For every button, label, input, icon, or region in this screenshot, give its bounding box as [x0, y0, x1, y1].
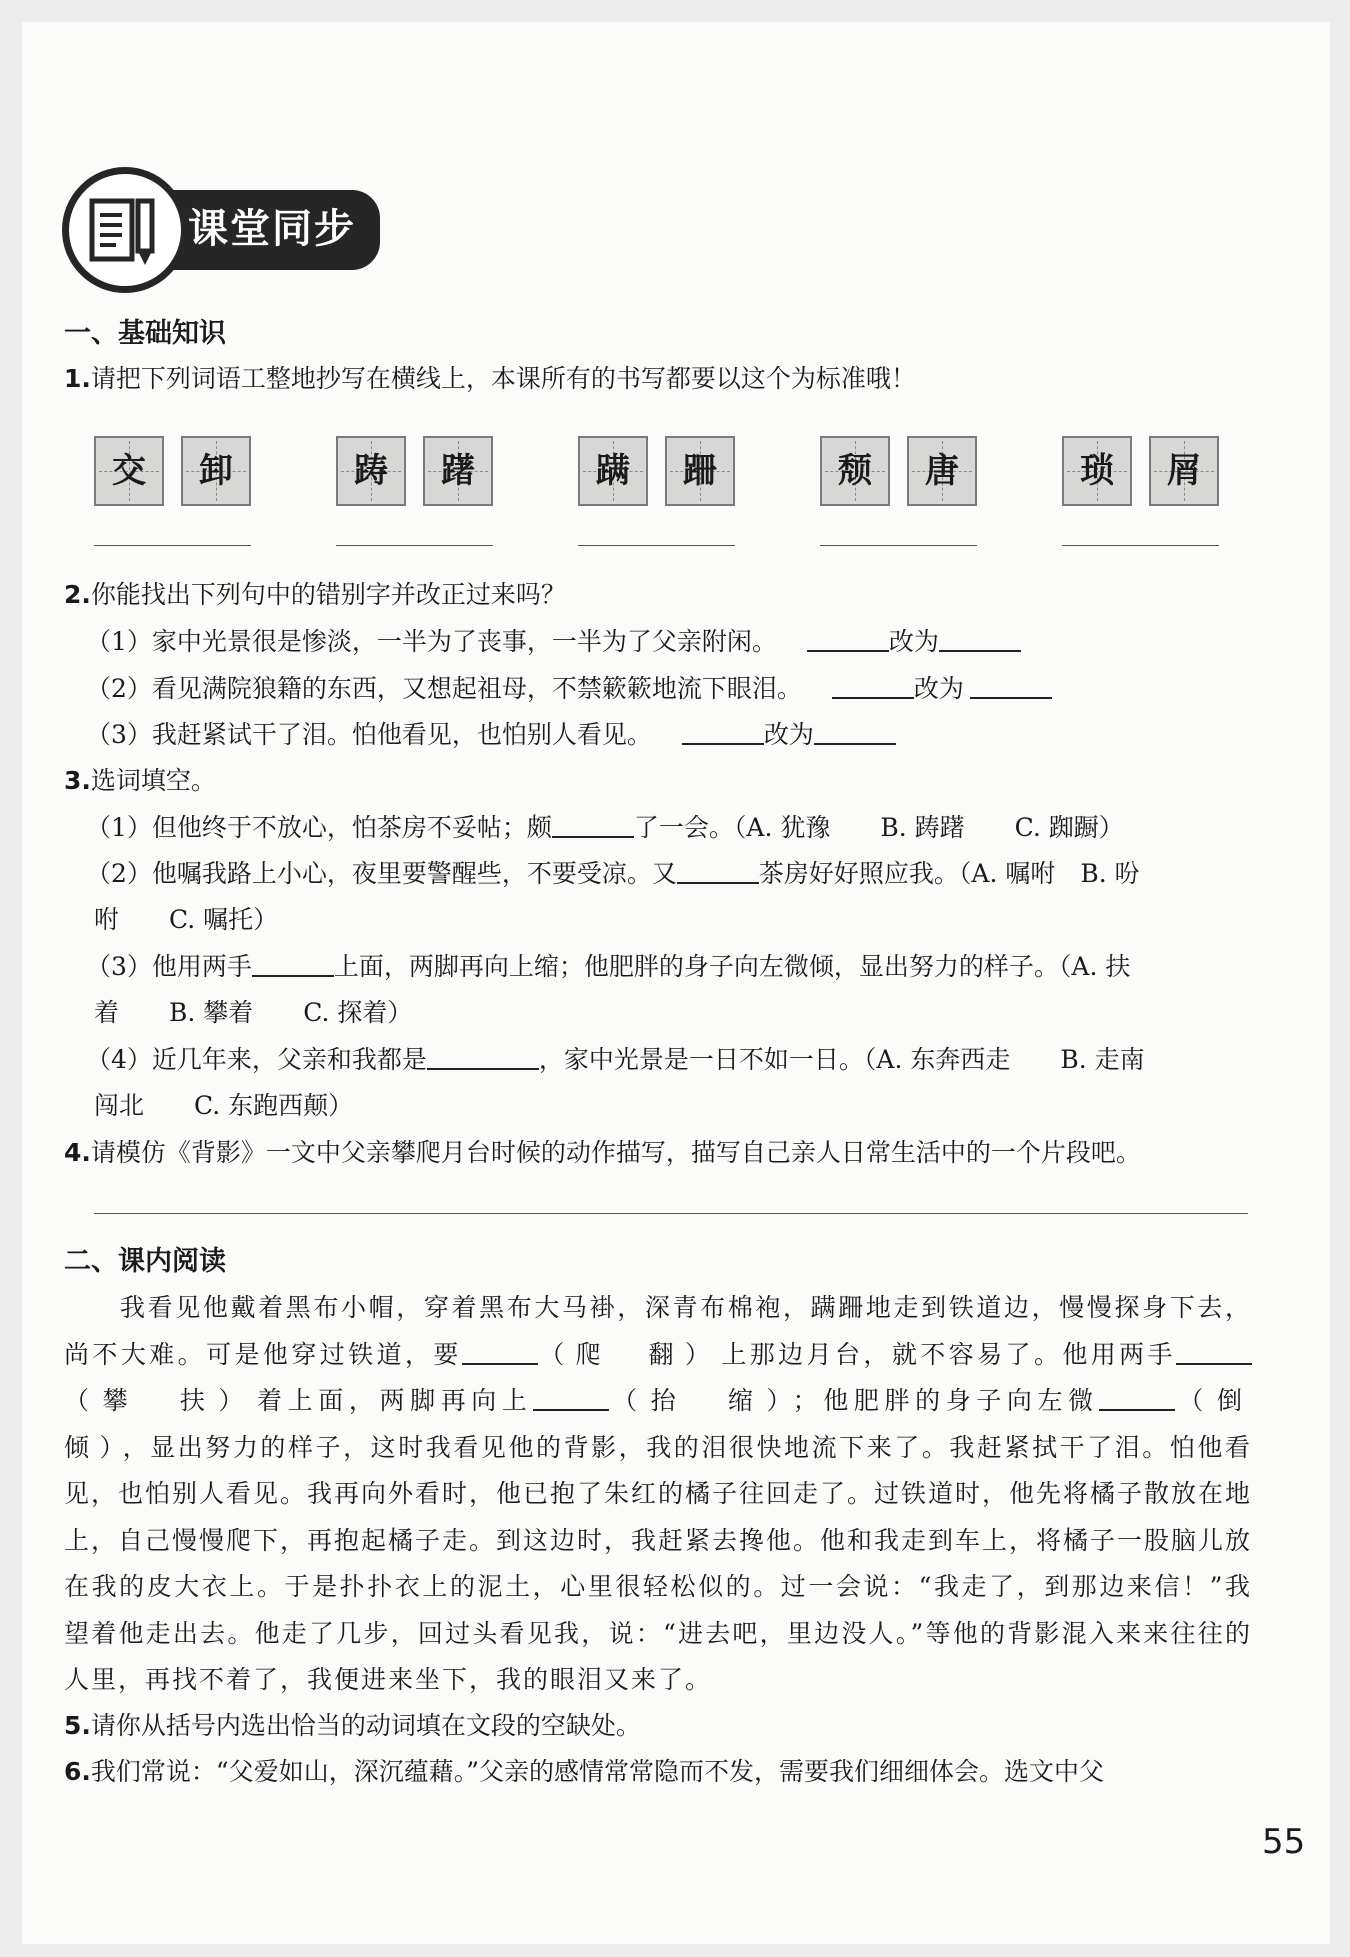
q2-item-1: （1）家中光景很是惨淡，一半为了丧事，一半为了父亲附闲。 改为	[64, 624, 1021, 660]
section-title-basics: 一、基础知识	[64, 318, 226, 349]
char-box: 颓	[820, 436, 890, 506]
answer-line[interactable]	[1062, 545, 1219, 546]
page-number: 55	[1262, 1822, 1306, 1862]
question-6: 6.我们常说：“父爱如山，深沉蕴藉。”父亲的感情常常隐而不发，需要我们细细体会。选文中父	[64, 1757, 1104, 1786]
section-title-reading: 二、课内阅读	[64, 1246, 226, 1277]
fill-blank[interactable]	[677, 882, 759, 884]
fill-blank[interactable]	[1099, 1409, 1175, 1411]
fill-blank[interactable]	[533, 1409, 609, 1411]
q3-line-3: （3）他用两手 上面，两脚再向上缩；他肥胖的身子向左微倾，显出努力的样子。（A. 扶	[86, 952, 1131, 981]
q3-line-3-cont: 着 B. 攀着 C. 探着）	[94, 998, 413, 1027]
question-number: 1.	[64, 364, 91, 393]
q2-item-2: （2）看见满院狼籍的东西，又想起祖母，不禁簌簌地流下眼泪。 改为	[64, 671, 1052, 707]
fill-blank[interactable]	[814, 743, 896, 745]
fill-blank[interactable]	[252, 975, 334, 977]
question-3: 3.选词填空。	[64, 766, 216, 795]
answer-line[interactable]	[578, 545, 735, 546]
fill-blank[interactable]	[939, 650, 1021, 652]
fill-blank[interactable]	[1176, 1363, 1252, 1365]
char-box: 躇	[423, 436, 493, 506]
q3-line-4: （4）近几年来，父亲和我都是 ，家中光景是一日不如一日。（A. 东奔西走 B. 走南	[86, 1045, 1145, 1074]
answer-line[interactable]	[94, 545, 251, 546]
reading-passage: 我看见他戴着黑布小帽，穿着黑布大马褂，深青布棉袍，蹒跚地走到铁道边，慢慢探身下去，尚不大难。可是他穿过铁道，要 （爬 翻）上那边月台，就不容易了。他用两手（攀 扶）着上面，两脚再向上 （抬 缩）；他肥胖的身子向左微 （倒 倾），显出努力的样子，这时我看见他的背影，我的泪很快地流下来了。我赶紧拭干了泪。怕他看见，也怕别人看见。我再向外看时，他已抱了朱红的橘子往回走了。过铁道时，他先将橘子散放在地上，自己慢慢爬下，再抱起橘子走。到这边时，我赶紧去搀他。他和我走到车上，将橘子一股脑儿放在我的皮大衣上。于是扑扑衣上的泥土，心里很轻松似的。过一会说：“我走了，到那边来信！”我望着他走出去。他走了几步，回过头看见我，说：“进去吧，里边没人。”等他的背影混入来来往往的人里，再找不着了，我便进来坐下，我的眼泪又来了。	[64, 1293, 1287, 1694]
answer-line[interactable]	[820, 545, 977, 546]
q3-line-2-cont: 咐 C. 嘱托）	[94, 905, 279, 934]
q3-line-1: （1）但他终于不放心，怕茶房不妥帖；颇 了一会。（A. 犹豫 B. 踌躇 C. 踟蹰）	[86, 813, 1124, 842]
char-box: 屑	[1149, 436, 1219, 506]
q3-line-2: （2）他嘱我路上小心，夜里要警醒些，不要受凉。又 茶房好好照应我。（A. 嘱咐 B. 吩	[86, 859, 1140, 888]
answer-line-long[interactable]	[94, 1213, 1248, 1214]
char-box: 踌	[336, 436, 406, 506]
char-box: 卸	[181, 436, 251, 506]
fill-blank[interactable]	[970, 697, 1052, 699]
q3-line-4-cont: 闯北 C. 东跑西颠）	[94, 1091, 354, 1120]
fill-blank[interactable]	[462, 1363, 538, 1365]
char-box: 交	[94, 436, 164, 506]
question-4: 4.请模仿《背影》一文中父亲攀爬月台时候的动作描写，描写自己亲人日常生活中的一个片段吧。	[64, 1138, 1141, 1167]
fill-blank[interactable]	[832, 697, 914, 699]
header-title: 课堂同步	[188, 206, 356, 252]
question-2: 2.你能找出下列句中的错别字并改正过来吗？	[64, 580, 566, 609]
q2-item-3: （3）我赶紧试干了泪。怕他看见，也怕别人看见。 改为	[64, 717, 896, 753]
char-box: 唐	[907, 436, 977, 506]
fill-blank[interactable]	[427, 1068, 539, 1070]
fill-blank[interactable]	[552, 836, 634, 838]
fill-blank[interactable]	[807, 650, 889, 652]
question-text: 请把下列词语工整地抄写在横线上，本课所有的书写都要以这个为标准哦！	[90, 364, 916, 393]
answer-line[interactable]	[336, 545, 493, 546]
fill-blank[interactable]	[682, 743, 764, 745]
question-5: 5.请你从括号内选出恰当的动词填在文段的空缺处。	[64, 1711, 641, 1740]
notebook-pencil-icon	[86, 193, 166, 269]
char-box: 琐	[1062, 436, 1132, 506]
char-box: 跚	[665, 436, 735, 506]
question-1	[64, 361, 916, 397]
char-box: 蹒	[578, 436, 648, 506]
